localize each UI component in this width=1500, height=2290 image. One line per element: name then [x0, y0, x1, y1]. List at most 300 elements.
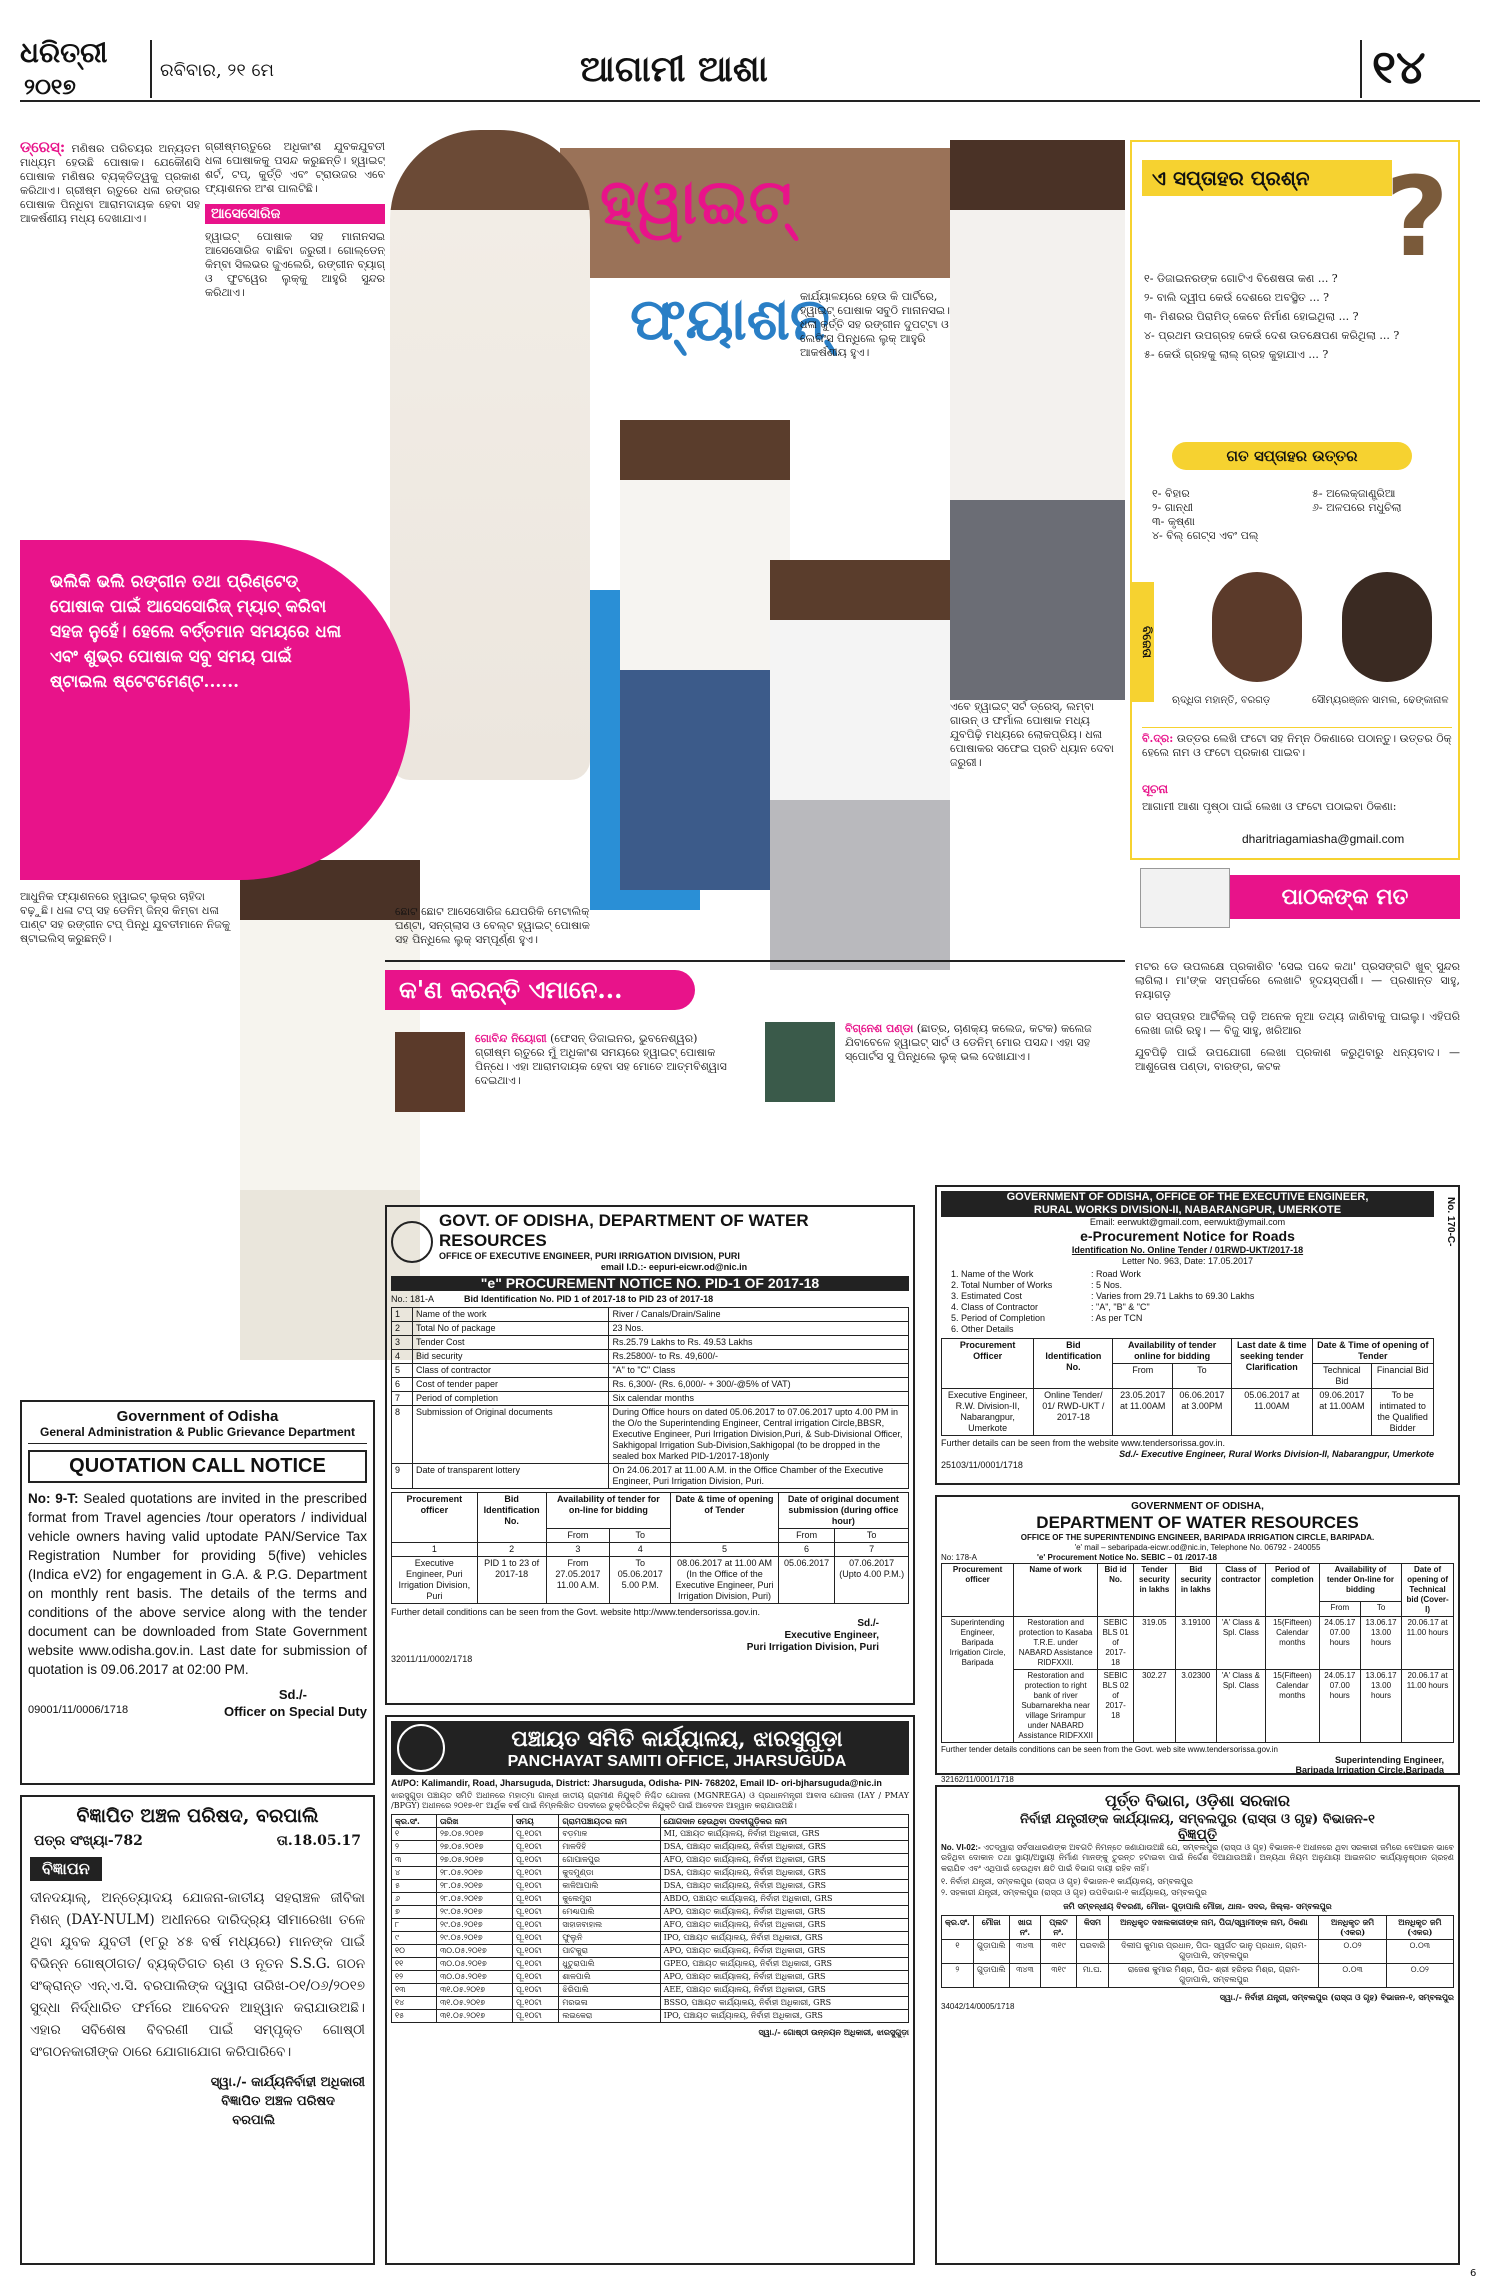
table-cell: ୧୧	[392, 1958, 437, 1971]
samb-head: କ୍ର.ସଂ.	[942, 1915, 974, 1939]
opinion2	[845, 1022, 1115, 1182]
water-val: 07.06.2017 (Upto 4.00 P.M.)	[835, 1557, 909, 1604]
barpali-heading: ବିଜ୍ଞାପନ	[30, 1857, 102, 1881]
roads-head: Procurement Officer	[942, 1339, 1034, 1389]
baripada-line1: GOVERNMENT OF ODISHA,	[1131, 1501, 1264, 1512]
table-cell: ୧୪	[392, 1997, 437, 2010]
water-header	[391, 1211, 909, 1273]
roads-val: To be intimated to the Qualified Bidder	[1372, 1389, 1434, 1436]
table-cell: 2	[392, 1322, 413, 1336]
masthead-year: ୨୦୧୭	[24, 74, 76, 100]
table-cell: Superintending Engineer, Baripada Irrigation Circle, Baripada	[942, 1617, 1014, 1743]
table-cell: 13.06.17 13.00 hours	[1360, 1617, 1401, 1670]
roads-head: Availability of tender online for bidding	[1113, 1339, 1231, 1364]
notice-barpali	[20, 1795, 375, 2265]
baripada-title: DEPARTMENT OF WATER RESOURCES	[1036, 1513, 1359, 1532]
list-value: : As per TCN	[1091, 1313, 1143, 1323]
barpali-sign3: ବରପାଲି	[232, 2113, 275, 2128]
jhar-head: ଗ୍ରାମପଞ୍ଚାୟତର ନାମ	[559, 1815, 660, 1828]
samb-line1: ପୂର୍ତ୍ତ ବିଭାଗ, ଓଡ଼ିଶା ସରକାର	[1104, 1791, 1291, 1810]
odisha-emblem-icon	[397, 1724, 445, 1772]
table-cell: Bid security	[413, 1350, 609, 1364]
winner1-name: ଋଦ୍ଧିତା ମହାନ୍ତି, ବରଗଡ଼	[1172, 695, 1271, 706]
roads-footer: Further details can be seen from the website www.tendersorissa.gov.in.	[941, 1438, 1225, 1448]
table-row	[942, 1963, 1454, 1987]
column2-text: ଗ୍ରୀଷ୍ମଋତୁରେ ଅଧିକାଂଶ ଯୁବକଯୁବତୀ ଧଳା ପୋଷାକକୁ ପସନ୍ଦ କରୁଛନ୍ତି। ହ୍ୱାଇଟ୍ ଶର୍ଟ, ଟପ୍, କୁର୍ତ୍ତି ଏବଂ ଟ୍ରାଉଜର ଏବେ ଫ୍ୟାଶନର ଅଂଶ ପାଲଟିଛି।	[205, 140, 385, 195]
table-cell: ପୂ.୧୦ଟା	[512, 1867, 558, 1880]
table-cell: 23 Nos.	[609, 1322, 909, 1336]
baripada-ref: 32162/11/0001/1718	[941, 1775, 1014, 1784]
table-cell: ପୂ.୧୦ଟା	[512, 1919, 558, 1932]
table-cell: କୁଲେମୁରା	[559, 1893, 660, 1906]
table-cell: IPO, ପଞ୍ଚାୟତ କାର୍ଯ୍ୟାଳୟ, ନିର୍ବାହୀ ଅଧିକାରୀ, GRS	[660, 2010, 908, 2023]
answers-right	[1312, 487, 1452, 515]
odisha-emblem-icon	[391, 1221, 433, 1263]
samb-item2: ୨. ସହକାରୀ ଯନ୍ତ୍ରୀ, ସମ୍ବଲପୁର (ରାସ୍ତା ଓ ଗୃହ) ଉପବିଭାଗ-୧ କାର୍ଯ୍ୟାଳୟ, ସମ୍ବଲପୁର	[941, 1887, 1207, 1897]
baripada-email: 'e' mail – sebaripada-eicwr.od@nic.in, Telephone No. 06792 - 240055	[1074, 1543, 1321, 1552]
table-cell: ମାଳଦିହି	[559, 1841, 660, 1854]
barpali-body: ଦୀନଦୟାଲ୍, ଅନ୍ତ୍ୟୋଦୟ ଯୋଜନା-ଜାତୀୟ ସହରାଞ୍ଚଳ ଜୀବିକା ମିଶନ୍ (DAY-NULM) ଅଧୀନରେ ଦାରିଦ୍ର୍ୟ ସୀମାରେଖା ତଳେ ଥିବା ଯୁବକ ଯୁବତୀ (୧୮ରୁ ୪୫ ବର୍ଷ ମଧ୍ୟରେ) ମାନଙ୍କ ପାଇଁ ବିଭିନ୍ନ ଗୋଷ୍ଠୀଗତ/ ବ୍ୟକ୍ତିଗତ ଋଣ ଓ ନୂତନ S.S.G. ଗଠନ ସଂକ୍ରାନ୍ତ ଏନ୍.ଏ.ସି. ବରପାଲିଙ୍କ ଦ୍ୱାରା ତାରିଖ-୦୧/୦୬/୨୦୧୭ ସୁଦ୍ଧା ନିର୍ଦ୍ଧାରିତ ଫର୍ମରେ ଆବେଦନ ଆହ୍ୱାନ କରାଯାଉଅଛି। ଏହାର ସବିଶେଷ ବିବରଣୀ ପାଇଁ ସମ୍ପୃକ୍ତ ଗୋଷ୍ଠୀ ସଂଗଠନକାରୀଙ୍କ ଠାରେ ଯୋଗାଯୋଗ କରିପାରିବେ।	[30, 1890, 365, 2060]
roads-line2: RURAL WORKS DIVISION-II, NABARANGPUR, UMERKOTE	[941, 1204, 1434, 1217]
logo: ଧରିତ୍ରୀ	[20, 36, 108, 69]
table-cell: 3.02300	[1175, 1670, 1216, 1743]
table-cell: 7	[392, 1392, 413, 1406]
roads-sub: Technical Bid	[1312, 1364, 1372, 1389]
list-key: 5. Period of Completion	[951, 1313, 1046, 1323]
water-subtitle: OFFICE OF EXECUTIVE ENGINEER, PURI IRRIGATION DIVISION, PURI	[439, 1251, 740, 1261]
answers-left	[1152, 487, 1302, 543]
model-photo-kurti	[950, 140, 1125, 700]
table-cell: ଗୁଡ଼ାପାଲି	[973, 1939, 1009, 1963]
baripada-sub: OFFICE OF THE SUPERINTENDING ENGINEER, BARIPADA IRRIGATION CIRCLE, BARIPADA.	[1020, 1533, 1375, 1542]
answer-item: ୬- ଅଳପରେ ମଧୁଚିଲା	[1312, 501, 1402, 514]
table-cell: 15(Fifteen) Calendar months	[1265, 1670, 1319, 1743]
model-photo-woman-white	[390, 130, 590, 780]
table-cell: 'A' Class & Spl. Class	[1216, 1670, 1265, 1743]
table-cell: River / Canals/Drain/Saline	[609, 1308, 909, 1322]
water-ids	[391, 1294, 909, 1305]
samb-ref: 34042/14/0005/1718	[941, 2002, 1015, 2011]
samb-head: ଅନଧିକୃତ ଜମି (ଏକର)	[1386, 1915, 1453, 1939]
jhar-head: ତାରିଖ	[436, 1815, 512, 1828]
samb-line2: ନିର୍ବାହୀ ଯନ୍ତ୍ରୀଙ୍କ କାର୍ଯ୍ୟାଳୟ, ସମ୍ବଲପୁର (ରାସ୍ତା ଓ ଗୃହ) ବିଭାଜନ-୧	[1020, 1812, 1375, 1827]
list-key: 1. Name of the Work	[951, 1269, 1034, 1279]
water-num: 3	[546, 1543, 610, 1557]
water-sub: To	[610, 1529, 671, 1543]
jhar-head: ସମୟ	[512, 1815, 558, 1828]
table-cell: APO, ପଞ୍ଚାୟତ କାର୍ଯ୍ୟାଳୟ, ନିର୍ବାହୀ ଅଧିକାରୀ, GRS	[660, 1906, 908, 1919]
table-cell: Submission of Original documents	[413, 1406, 609, 1464]
table-cell: ୨୭.୦୫.୨୦୧୭	[436, 1854, 512, 1867]
roads-val: 23.05.2017 at 11.00AM	[1113, 1389, 1173, 1436]
table-cell: GPEO, ପଞ୍ଚାୟତ କାର୍ଯ୍ୟାଳୟ, ନିର୍ବାହୀ ଅଧିକାରୀ, GRS	[660, 1958, 908, 1971]
water-no: No.: 181-A	[391, 1294, 435, 1304]
note-label: ବି.ଦ୍ର:	[1142, 732, 1174, 745]
table-cell: ୧୨	[392, 1971, 437, 1984]
samb-heading: ବିଜ୍ଞପ୍ତି	[1178, 1827, 1217, 1843]
water-head: Date of original document submission (during office hour)	[778, 1493, 908, 1529]
ga-sd: Sd./-	[278, 1687, 307, 1702]
ga-body: Sealed quotations are invited in the prescribed format from Travel agencies /tour operators / individual vehicle owners having valid uptodate PAN/Service Tax Registration Number for providing 5(five) vehicles (Indica eV2) for engagement in G.A. & P.G. Department on monthly rent basis. The details of the terms and conditions of the above service along with the tender document can be downloaded from State Government website www.odisha.gov.in. Last date for submission of quotation is 09.06.2017 at 02:00 PM.	[28, 1491, 367, 1677]
table-cell: Tender Cost	[413, 1336, 609, 1350]
table-cell: ଫୁଲୁନି	[559, 1932, 660, 1945]
baripada-head: Availability of tender On-line for bidding	[1319, 1564, 1401, 1602]
water-ref: 32011/11/0002/1718	[391, 1654, 473, 1664]
roads-title: e-Procurement Notice for Roads	[1080, 1228, 1295, 1244]
table-cell: Total No of package	[413, 1322, 609, 1336]
samb-head: ଖାତା ନଂ.	[1009, 1915, 1041, 1939]
table-cell: ୩୪୩	[1009, 1939, 1041, 1963]
reader-letter: ଗତ ସପ୍ତାହର ଆର୍ଟିକିଲ୍ ପଢ଼ି ଅନେକ ନୂଆ ତଥ୍ୟ ଜାଣିବାକୁ ପାଇଲୁ। ଏହିପରି ଲେଖା ଜାରି ରହୁ। — ବିଜୁ ସାହୁ, ଖରିଆର	[1135, 1010, 1460, 1037]
table-row	[392, 1893, 909, 1906]
table-cell: IPO, ପଞ୍ଚାୟତ କାର୍ଯ୍ୟାଳୟ, ନିର୍ବାହୀ ଅଧିକାରୀ, GRS	[660, 1932, 908, 1945]
table-row	[392, 1958, 909, 1971]
table-cell: On 24.06.2017 at 11.00 A.M. in the Office Chamber of the Executive Engineer, Puri Irrigation Division, Puri.	[609, 1464, 909, 1489]
opinion2-name: ବିଗ୍ନେଶ ପଣ୍ଡା	[845, 1022, 914, 1035]
jhar-sign: ସ୍ୱା./- ଗୋଷ୍ଠୀ ଉନ୍ନୟନ ଅଧିକାରୀ, ଝାରସୁଗୁଡ଼ା	[758, 2027, 909, 2037]
table-cell: ୦.୦୨	[1319, 1939, 1386, 1963]
table-cell: 24.05.17 07.00 hours	[1319, 1617, 1360, 1670]
jhar-title-or: ପଞ୍ଚାୟତ ସମିତି କାର୍ଯ୍ୟାଳୟ, ଝାରସୁଗୁଡ଼ା	[511, 1725, 843, 1752]
pink-circle-callout	[20, 540, 410, 880]
opinion1-photo	[395, 1032, 465, 1112]
table-cell: Six calendar months	[609, 1392, 909, 1406]
pink-circle-text: ଭଲିକି ଭଲି ରଙ୍ଗୀନ ତଥା ପ୍ରିଣ୍ଟେଡ୍ ପୋଷାକ ପାଇଁ ଆସେସୋରିଜ୍ ମ୍ୟାଚ୍ କରିବା ସହଜ ନୁହେଁ। ହେଲେ ବର୍ତ୍ତମାନ ସମୟରେ ଧଳା ଏବଂ ଶୁଭ୍ର ପୋଷାକ ସବୁ ସମୟ ପାଇଁ ଷ୍ଟାଇଲ ଷ୍ଟେଟମେଣ୍ଟ......	[50, 572, 342, 692]
water-val: 05.06.2017	[778, 1557, 834, 1604]
table-cell: ଦିଲୀପ କୁମାର ପ୍ରଧାନ, ପିତା- ସ୍ୱର୍ଗତ ଭାନୁ ପ୍ରଧାନ, ଗ୍ରାମ- ଗୁଡ଼ାପାଲି, ସମ୍ବଲପୁର	[1109, 1939, 1319, 1963]
quiz-box	[1130, 140, 1460, 860]
table-cell: କୁଦମୁଣ୍ଡା	[559, 1867, 660, 1880]
opinion1	[475, 1032, 735, 1182]
table-cell: ମେଣ୍ଢାପାଲି	[559, 1906, 660, 1919]
samb-no: No. VI-02:-	[941, 1842, 981, 1852]
table-cell: 302.27	[1133, 1670, 1175, 1743]
barpali-letter-no: ପତ୍ର ସଂଖ୍ୟା-782	[34, 1833, 143, 1849]
table-cell: ସାହାଜବାହାଲ	[559, 1919, 660, 1932]
table-cell: SEBIC BLS 02 of 2017-18	[1098, 1670, 1134, 1743]
opinion2-text: (ଛାତ୍ର, ଚାଣକ୍ୟ କଲେଜ, କଟକ) କଲେଜ ଯିବାବେଳେ ହ୍ୱାଇଟ୍ ସାର୍ଟ ଓ ଡେନିମ୍ ମୋର ପସନ୍ଦ। ଏହା ସହ ସ୍ପୋର୍ଟସ ସୁ ପିନ୍ଧିଲେ ଲୁକ୍ ଭଲ ଦେଖାଯାଏ।	[845, 1022, 1092, 1063]
baripada-signatory1: Superintending Engineer,	[1334, 1755, 1444, 1765]
jhar-head: ଯୋଗଦାନ ହେଉଥିବା ପଦବୀଗୁଡ଼ିକର ନାମ	[660, 1815, 908, 1828]
table-cell: କାଳିଆପାଲି	[559, 1880, 660, 1893]
table-cell: "A" to "C" Class	[609, 1364, 909, 1378]
table-row	[392, 1828, 909, 1841]
samb-body: ଏତଦ୍ୱାରା ସର୍ବସାଧାରଣଙ୍କ ଅବଗତି ନିମନ୍ତେ ଜଣାଯାଉଅଛି ଯେ, ସମ୍ବଲପୁର (ରାସ୍ତା ଓ ଗୃହ) ବିଭାଜନ-୧ ଅଧୀନରେ ଥିବା ସରକାରୀ ଜମିରେ ବେଆଇନ ଭାବେ ରହିଥିବା ଦୋକାନ ତଥା ସ୍ଥାୟୀ/ଅସ୍ଥାୟୀ ନିର୍ମାଣ ମାନଙ୍କୁ ତୁରନ୍ତ ହଟାଇବା ପାଇଁ ନିର୍ଦ୍ଦେଶ ଦିଆଯାଉଅଛି। ଅନ୍ୟଥା ନିୟମ ଅନୁଯାୟୀ ଆଇନଗତ କାର୍ଯ୍ୟାନୁଷ୍ଠାନ ଗ୍ରହଣ କରାଯିବ ଏବଂ ଏଥିପାଇଁ ହେଉଥିବା କ୍ଷତି ପାଇଁ ବିଭାଗ ଦାୟୀ ରହିବ ନାହିଁ।	[941, 1842, 1454, 1873]
table-cell: Name of the work	[413, 1308, 609, 1322]
water-signatory2: Puri Irrigation Division, Puri	[746, 1642, 879, 1653]
supplement-title: ଆଗାମୀ ଆଶା	[580, 48, 768, 90]
table-cell: ୬	[392, 1893, 437, 1906]
answer-item: ୧- ବିହାର	[1152, 487, 1190, 500]
table-cell: 6	[392, 1378, 413, 1392]
ga-ref: 09001/11/0006/1718	[28, 1704, 129, 1716]
roads-val: Executive Engineer, R.W. Division-II, Nabarangpur, Umerkote	[942, 1389, 1034, 1436]
list-value: : "A", "B" & "C"	[1091, 1302, 1150, 1312]
table-cell: ୦.୦୩	[1319, 1963, 1386, 1987]
masthead-divider	[150, 40, 152, 98]
center-bottom-text: ଛୋଟ ଛୋଟ ଆସେସୋରିଜ ଯେପରିକି ମେଟାଲିକ୍ ଘଣ୍ଟା, ସନ୍‌ଗ୍ଲାସ ଓ ବେଲ୍ଟ ହ୍ୱାଇଟ୍ ପୋଷାକ ସହ ପିନ୍ଧିଲେ ଲୁକ୍ ସମ୍ପୂର୍ଣ୍ଣ ହୁଏ।	[395, 905, 590, 946]
quiz-email-link[interactable]: dharitriagamiasha@gmail.com	[1242, 832, 1405, 846]
ga-title: QUOTATION CALL NOTICE	[28, 1450, 367, 1483]
water-sign	[391, 1618, 909, 1654]
table-cell: 15(Fifteen) Calendar months	[1265, 1617, 1319, 1670]
table-cell: ୧	[392, 1828, 437, 1841]
roads-letter: Letter No. 963, Date: 17.05.2017	[1121, 1256, 1254, 1266]
table-row	[392, 1984, 909, 1997]
notice-water-puri	[385, 1205, 915, 1705]
right-bottom-text: ଏବେ ହ୍ୱାଇଟ୍ ସର୍ଟ ଡ୍ରେସ୍, ଲମ୍ବା ଗାଉନ୍ ଓ ଫର୍ମାଲ ପୋଷାକ ମଧ୍ୟ ଯୁବପିଢ଼ି ମଧ୍ୟରେ ଲୋକପ୍ରିୟ। ଧଳା ପୋଷାକର ସଫେଇ ପ୍ରତି ଧ୍ୟାନ ଦେବା ଜରୁରୀ।	[950, 700, 1114, 769]
water-head: Procurement officer	[392, 1493, 478, 1543]
table-cell: ରାଜେଶ କୁମାର ମିଶ୍ର, ପିତା- ଶ୍ରୀ ହରିହର ମିଶ୍ର, ଗ୍ରାମ- ଗୁଡ଼ାପାଲି, ସମ୍ବଲପୁର	[1109, 1963, 1319, 1987]
barpali-date: ତା.18.05.17	[276, 1833, 361, 1849]
water-bid-id: Bid Identification No. PID 1 of 2017-18 to PID 23 of 2017-18	[464, 1294, 714, 1304]
table-row	[392, 1406, 909, 1464]
quiz-question: ୧- ଡିଜାଇନରଙ୍କ ଗୋଟିଏ ବିଶେଷତା କଣ ... ?	[1144, 272, 1338, 285]
roads-head: Last date & time seeking tender Clarification	[1231, 1339, 1312, 1389]
table-cell: ଲଇକେରା	[559, 2010, 660, 2023]
list-key: 6. Other Details	[951, 1324, 1014, 1334]
jhar-table	[391, 1814, 909, 2023]
water-val: PID 1 to 23 of 2017-18	[477, 1557, 546, 1604]
table-cell: DSA, ପଞ୍ଚାୟତ କାର୍ଯ୍ୟାଳୟ, ନିର୍ବାହୀ ଅଧିକାରୀ, GRS	[660, 1880, 908, 1893]
table-cell: ABDO, ପଞ୍ଚାୟତ କାର୍ଯ୍ୟାଳୟ, ନିର୍ବାହୀ ଅଧିକାରୀ, GRS	[660, 1893, 908, 1906]
table-row	[392, 1932, 909, 1945]
water-sub: From	[546, 1529, 610, 1543]
winner1-photo	[1212, 572, 1302, 682]
table-cell: ୨୮.୦୫.୨୦୧୭	[436, 1893, 512, 1906]
table-cell: ୨୮.୦୫.୨୦୧୭	[436, 1880, 512, 1893]
baripada-no: No: 178-A	[941, 1553, 978, 1562]
samb-head: ମୌଜା	[973, 1915, 1009, 1939]
water-schedule-table	[391, 1492, 909, 1604]
left-bottom-text: ଆଧୁନିକ ଫ୍ୟାଶନରେ ହ୍ୱାଇଟ୍ ଲୁକ୍‌ର ଚାହିଦା ବଢ଼ୁଛି। ଧଳା ଟପ୍ ସହ ଡେନିମ୍ ଜିନ୍ସ କିମ୍ବା ଧଳା ପାଣ୍ଟ ସହ ରଙ୍ଗୀନ ଟପ୍ ପିନ୍ଧି ଯୁବତୀମାନେ ନିଜକୁ ଷ୍ଟାଇଲିସ୍ କରୁଛନ୍ତି।	[20, 890, 230, 945]
table-cell: APO, ପଞ୍ଚାୟତ କାର୍ଯ୍ୟାଳୟ, ନିର୍ବାହୀ ଅଧିକାରୀ, GRS	[660, 1945, 908, 1958]
table-row	[392, 2010, 909, 2023]
answer-item: ୨- ଗାନ୍ଧୀ	[1152, 501, 1194, 514]
list-item	[951, 1324, 1434, 1335]
quiz-questions	[1144, 272, 1444, 362]
table-cell: 24.05.17 07.00 hours	[1319, 1670, 1360, 1743]
list-item	[951, 1269, 1434, 1280]
barpali-sign	[30, 2073, 365, 2130]
roads-ref: 25103/11/0001/1718	[941, 1460, 1023, 1470]
table-cell: ୧୫	[392, 2010, 437, 2023]
water-title: GOVT. OF ODISHA, DEPARTMENT OF WATER RESOURCES	[439, 1211, 809, 1250]
water-val: To 05.06.2017 5.00 P.M.	[610, 1557, 671, 1604]
roads-sub: From	[1113, 1364, 1173, 1389]
water-sub: From	[778, 1529, 834, 1543]
water-email: email I.D.:- eepuri-eicwr.od@nic.in	[600, 1262, 748, 1272]
roads-signatory: Sd./- Executive Engineer, Rural Works Division-II, Nabarangpur, Umerkote	[1119, 1449, 1434, 1459]
jhar-title-en: PANCHAYAT SAMITI OFFICE, JHARSUGUDA	[507, 1752, 847, 1770]
table-cell: ପାଟକୁରା	[559, 1945, 660, 1958]
table-cell: ୯	[392, 1932, 437, 1945]
winner2-photo	[1342, 572, 1432, 682]
table-row	[392, 1867, 909, 1880]
table-cell: ୨୯.୦୫.୨୦୧୭	[436, 1932, 512, 1945]
water-head: Date & time of opening of Tender	[671, 1493, 779, 1543]
dress-lead: ଡ୍ରେସ୍:	[20, 140, 66, 156]
roads-head: Bid Identification No.	[1034, 1339, 1113, 1389]
opinion2-photo	[765, 1022, 835, 1102]
table-row	[392, 1906, 909, 1919]
table-cell: ୨୭.୦୫.୨୦୧୭	[436, 1828, 512, 1841]
table-row	[392, 1322, 909, 1336]
list-key: 4. Class of Contractor	[951, 1302, 1039, 1312]
table-cell: ପୂ.୧୦ଟା	[512, 2010, 558, 2023]
readers-title: ପାଠକଙ୍କ ମତ	[1230, 875, 1460, 919]
notice-ga	[20, 1400, 375, 1785]
samb-head: କିସମ	[1076, 1915, 1109, 1939]
table-row	[392, 1971, 909, 1984]
dress-column	[20, 140, 200, 500]
accessories-column	[205, 140, 385, 500]
table-row	[942, 1617, 1454, 1670]
notice-jharsuguda	[385, 1715, 915, 2265]
table-cell: Period of completion	[413, 1392, 609, 1406]
baripada-head: Tender security in lakhs	[1133, 1564, 1175, 1617]
table-cell: ପୂ.୧୦ଟା	[512, 1841, 558, 1854]
roads-sub: To	[1172, 1364, 1231, 1389]
roads-val: 09.06.2017 at 11.00AM	[1312, 1389, 1372, 1436]
table-cell: ୮	[392, 1919, 437, 1932]
table-cell: ୩୧.୦୫.୨୦୧୭	[436, 1997, 512, 2010]
table-cell: 20.06.17 at 11.00 hours	[1402, 1670, 1454, 1743]
table-cell: Rs.25800/- to Rs. 49,600/-	[609, 1350, 909, 1364]
table-cell: BSSO, ପଞ୍ଚାୟତ କାର୍ଯ୍ୟାଳୟ, ନିର୍ବାହୀ ଅଧିକାରୀ, GRS	[660, 1997, 908, 2010]
table-cell: 3	[392, 1336, 413, 1350]
table-cell: ୨୯.୦୫.୨୦୧୭	[436, 1919, 512, 1932]
table-cell: ପୂ.୧୦ଟା	[512, 1880, 558, 1893]
list-item	[951, 1291, 1434, 1302]
baripada-head: Procurement officer	[942, 1564, 1014, 1617]
water-head: Bid Identification No.	[477, 1493, 546, 1543]
envelope-icon	[1140, 868, 1230, 928]
quiz-question: ୩- ମିଶରର ପିରାମିଡ୍ କେବେ ନିର୍ମାଣ ହୋଇଥିଲା ... ?	[1144, 310, 1359, 323]
baripada-head: Name of work	[1014, 1564, 1098, 1617]
opinion1-text: (ଫେସନ୍ ଡିଜାଇନର, ଭୁବନେଶ୍ୱର) ଗ୍ରୀଷ୍ମ ଋତୁରେ ମୁଁ ଅଧିକାଂଶ ସମୟରେ ହ୍ୱାଇଟ୍ ପୋଷାକ ପିନ୍ଧେ। ଏହା ଆରାମଦାୟକ ହେବା ସହ ମୋତେ ଆତ୍ମବିଶ୍ୱାସ ଦେଇଥାଏ।	[475, 1032, 727, 1087]
table-cell: ପୂ.୧୦ଟା	[512, 1945, 558, 1958]
headline-line1: ହ୍ୱାଇଟ୍	[600, 165, 792, 238]
list-item	[951, 1313, 1434, 1324]
list-value: : Road Work	[1091, 1269, 1141, 1279]
table-cell: Rs.25.79 Lakhs to Rs. 49.53 Lakhs	[609, 1336, 909, 1350]
note-text: ଉତ୍ତର ଲେଖି ଫଟୋ ସହ ନିମ୍ନ ଠିକଣାରେ ପଠାନ୍ତୁ। ଉତ୍ତର ଠିକ୍ ହେଲେ ନାମ ଓ ଫଟୋ ପ୍ରକାଶ ପାଇବ।	[1142, 732, 1452, 759]
model-photo-woman-printed	[770, 560, 950, 970]
winners-label: ବିଜେତା	[1132, 582, 1154, 702]
table-cell: ବଡ଼ମାଳ	[559, 1828, 660, 1841]
table-cell: ୩୪୩	[1009, 1963, 1041, 1987]
table-cell: APO, ପଞ୍ଚାୟତ କାର୍ଯ୍ୟାଳୟ, ନିର୍ବାହୀ ଅଧିକାରୀ, GRS	[660, 1971, 908, 1984]
table-cell: ୦.୦୨	[1386, 1963, 1453, 1987]
table-cell: ଗୁଡ଼ାପାଲି	[973, 1963, 1009, 1987]
table-cell: ୧୩	[392, 1984, 437, 1997]
readers-letters	[1135, 960, 1460, 1180]
table-cell: 9	[392, 1464, 413, 1489]
table-row	[392, 1392, 909, 1406]
water-val: 08.06.2017 at 11.00 AM (In the Office of the Executive Engineer, Puri Irrigation Division, Puri)	[671, 1557, 779, 1604]
table-cell: 8	[392, 1406, 413, 1464]
masthead	[20, 36, 1480, 102]
table-cell: ପୂ.୧୦ଟା	[512, 1906, 558, 1919]
roads-val: Online Tender/ 01/ RWD-UKT / 2017-18	[1034, 1389, 1113, 1436]
water-num: 4	[610, 1543, 671, 1557]
roads-line1: GOVERNMENT OF ODISHA, OFFICE OF THE EXECUTIVE ENGINEER,	[941, 1191, 1434, 1204]
table-cell: Restoration and protection to Kasaba T.R.E. under NABARD Assistance RIDFXXII.	[1014, 1617, 1098, 1670]
ga-signatory: Officer on Special Duty	[223, 1704, 367, 1719]
table-row	[942, 1670, 1454, 1743]
table-cell: ପୂ.୧୦ଟା	[512, 1854, 558, 1867]
table-cell: AFO, ପଞ୍ଚାୟତ କାର୍ଯ୍ୟାଳୟ, ନିର୍ବାହୀ ଅଧିକାରୀ, GRS	[660, 1854, 908, 1867]
baripada-notice: 'e' Procurement Notice No. SEBIC – 01 /2017-18	[1037, 1553, 1217, 1562]
table-cell: AFO, ପଞ୍ଚାୟତ କାର୍ଯ୍ୟାଳୟ, ନିର୍ବାହୀ ଅଧିକାରୀ, GRS	[660, 1919, 908, 1932]
ga-footer	[28, 1704, 367, 1719]
barpali-ref-row	[34, 1833, 361, 1849]
table-cell: ୧୦	[392, 1945, 437, 1958]
masthead-divider-right	[1360, 40, 1362, 98]
list-item	[951, 1302, 1434, 1313]
table-cell: ୦.୦୩	[1386, 1939, 1453, 1963]
table-cell: ଧୁତୁରାପାଲି	[559, 1958, 660, 1971]
opinions-title: କ'ଣ କରନ୍ତି ଏମାନେ...	[385, 970, 695, 1010]
baripada-head: Bid security in lakhs	[1175, 1564, 1216, 1617]
water-main-table	[391, 1307, 909, 1489]
table-cell: ୧	[942, 1939, 974, 1963]
baripada-sign	[941, 1755, 1454, 1775]
table-cell: ୫	[392, 1880, 437, 1893]
table-row	[392, 1945, 909, 1958]
table-cell: ୨୭.୦୫.୨୦୧୭	[436, 1841, 512, 1854]
notice-sambalpur	[935, 1785, 1460, 2265]
table-cell: ଝିରିପାଲି	[559, 1984, 660, 1997]
table-cell: 4	[392, 1350, 413, 1364]
table-cell: DSA, ପଞ୍ଚାୟତ କାର୍ଯ୍ୟାଳୟ, ନିର୍ବାହୀ ଅଧିକାରୀ, GRS	[660, 1841, 908, 1854]
answer-item: ୪- ବିଲ୍ ଗେଟ୍ସ ଏବଂ ପଲ୍	[1152, 529, 1259, 542]
reader-letter: ଯୁବପିଢ଼ି ପାଇଁ ଉପଯୋଗୀ ଲେଖା ପ୍ରକାଶ କରୁଥିବାରୁ ଧନ୍ୟବାଦ। — ଆଶୁତୋଷ ପଣ୍ଡା, ବାରଙ୍ଗ, କଟକ	[1135, 1046, 1460, 1073]
table-cell: ପୂ.୧୦ଟା	[512, 1984, 558, 1997]
table-row	[392, 1919, 909, 1932]
winner2-name: ସୌମ୍ୟରଞ୍ଜନ ସାମଲ, ଢେଙ୍କାନାଳ	[1312, 695, 1449, 706]
quiz-question: ୨- ବାଲି ଦ୍ୱୀପ କେଉଁ ଦେଶରେ ଅବସ୍ଥିତ ... ?	[1144, 291, 1330, 304]
water-head: Availability of tender for on-line for bidding	[546, 1493, 671, 1529]
roads-val: 05.06.2017 at 11.00AM	[1231, 1389, 1312, 1436]
reader-letter: ମଟର ଡେ ଉପଲକ୍ଷେ ପ୍ରକାଶିତ 'ସେଇ ପଦେ କଥା' ପ୍ରସଙ୍ଗଟି ଖୁବ୍ ସୁନ୍ଦର ଲାଗିଲା। ମା'ଙ୍କ ସମ୍ପର୍କରେ ଲେଖାଟି ହୃଦୟସ୍ପର୍ଶୀ। — ପ୍ରଶାନ୍ତ ସାହୁ, ନୟାଗଡ଼	[1135, 960, 1460, 1001]
accessories-heading: ଆସେସୋରିଜ	[205, 204, 385, 224]
table-cell: Restoration and protection to right bank of river Subarnarekha near village Srirampur under NABARD Assistance RIDFXXII	[1014, 1670, 1098, 1743]
baripada-head: Period of completion	[1265, 1564, 1319, 1617]
table-cell: ୩	[392, 1854, 437, 1867]
baripada-footer: Further tender details conditions can be seen from the Govt. web site www.tendersorissa.gov.in	[941, 1745, 1278, 1754]
table-row	[392, 1464, 909, 1489]
table-cell: ମା.ଘ.	[1076, 1963, 1109, 1987]
answer-item: ୫- ଅଲେକ୍‌ଜାଣ୍ଡ୍ରିଆ	[1312, 487, 1396, 500]
table-cell: ୪	[392, 1867, 437, 1880]
water-num: 2	[477, 1543, 546, 1557]
ga-line1: Government of Odisha	[116, 1408, 279, 1425]
table-cell: DSA, ପଞ୍ଚାୟତ କାର୍ଯ୍ୟାଳୟ, ନିର୍ବାହୀ ଅଧିକାରୀ, GRS	[660, 1867, 908, 1880]
water-signatory1: Executive Engineer,	[784, 1630, 879, 1641]
column3-text: କାର୍ଯ୍ୟାଳୟରେ ହେଉ କି ପାର୍ଟିରେ, ହ୍ୱାଇଟ୍ ପୋଷାକ ସବୁଠି ମାନାନସଇ। ଧଳା କୁର୍ତ୍ତି ସହ ରଙ୍ଗୀନ ଦୁପଟ୍ଟା ଓ ଲେଗିଂସ ପିନ୍ଧିଲେ ଲୁକ୍ ଆହୁରି ଆକର୍ଷଣୀୟ ହୁଏ।	[800, 290, 950, 359]
table-cell: Rs. 6,300/- (Rs. 6,000/- + 300/-@5% of VAT)	[609, 1378, 909, 1392]
masthead-date: ରବିବାର, ୨୧ ମେ	[160, 60, 274, 81]
roads-table	[941, 1338, 1434, 1436]
table-cell: 13.06.17 13.00 hours	[1360, 1670, 1401, 1743]
dress-text: ମଣିଷର ପରିଚୟର ଅନ୍ୟତମ ମାଧ୍ୟମ ହେଉଛି ପୋଷାକ। ଯେକୌଣସି ପୋଷାକ ମଣିଷର ବ୍ୟକ୍ତିତ୍ୱକୁ ପ୍ରକାଶ କରିଥାଏ। ଗ୍ରୀଷ୍ମ ଋତୁରେ ଧଳା ରଙ୍ଗର ପୋଷାକ ପିନ୍ଧିବା ଆରାମଦାୟକ ହେବା ସହ ଆକର୍ଷଣୀୟ ମଧ୍ୟ ଦେଖାଯାଏ।	[20, 142, 200, 225]
water-val: Executive Engineer, Puri Irrigation Division, Puri	[392, 1557, 478, 1604]
table-cell: ପୂ.୧୦ଟା	[512, 1893, 558, 1906]
baripada-sub-head: To	[1360, 1602, 1401, 1617]
table-cell: ୩୧.୦୫.୨୦୧୭	[436, 1984, 512, 1997]
